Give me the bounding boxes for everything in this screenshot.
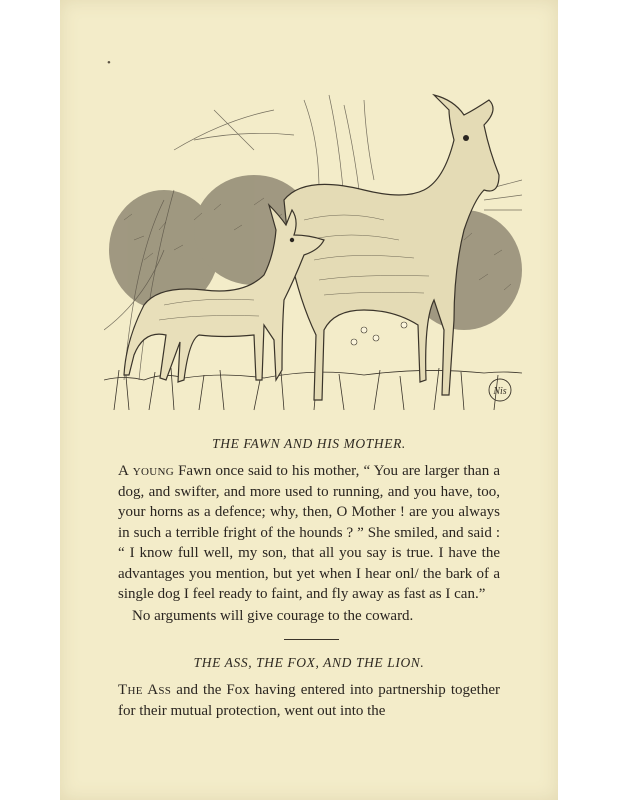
fable1-moral: No arguments will give courage to the coward. — [132, 608, 414, 624]
fable1-text: Fawn once said to his mother, “ You are larger than a dog, and swifter, and more used to running, and you have, too, your horns as a defence; why, then, O Mother ! are you always in such a terrible fright of the hounds ? ” She smiled, and said : “ I know full well, my son, that all you say is true. I have the advantages you mention, but yet when I hear onl/ the bark of a single dog I feel ready to faint, and fly away as fast as I can.” — [118, 463, 500, 602]
fable1-lead: A young — [118, 463, 174, 479]
fable1-title: THE FAWN AND HIS MOTHER. — [212, 436, 406, 451]
fable1-paragraph — [118, 461, 500, 605]
fable2-text: and the Fox having entered into partnership together for their mutual protection, went out into the — [118, 682, 500, 719]
deer-illustration — [104, 80, 522, 418]
book-page — [60, 0, 558, 800]
fable2-lead: The Ass — [118, 682, 172, 698]
illustration-monogram: Nis — [493, 386, 507, 397]
margin-mark: • — [107, 57, 111, 69]
fable2-paragraph — [118, 680, 500, 721]
section-divider — [284, 639, 339, 640]
fable2-title: THE ASS, THE FOX, AND THE LION. — [193, 655, 425, 670]
